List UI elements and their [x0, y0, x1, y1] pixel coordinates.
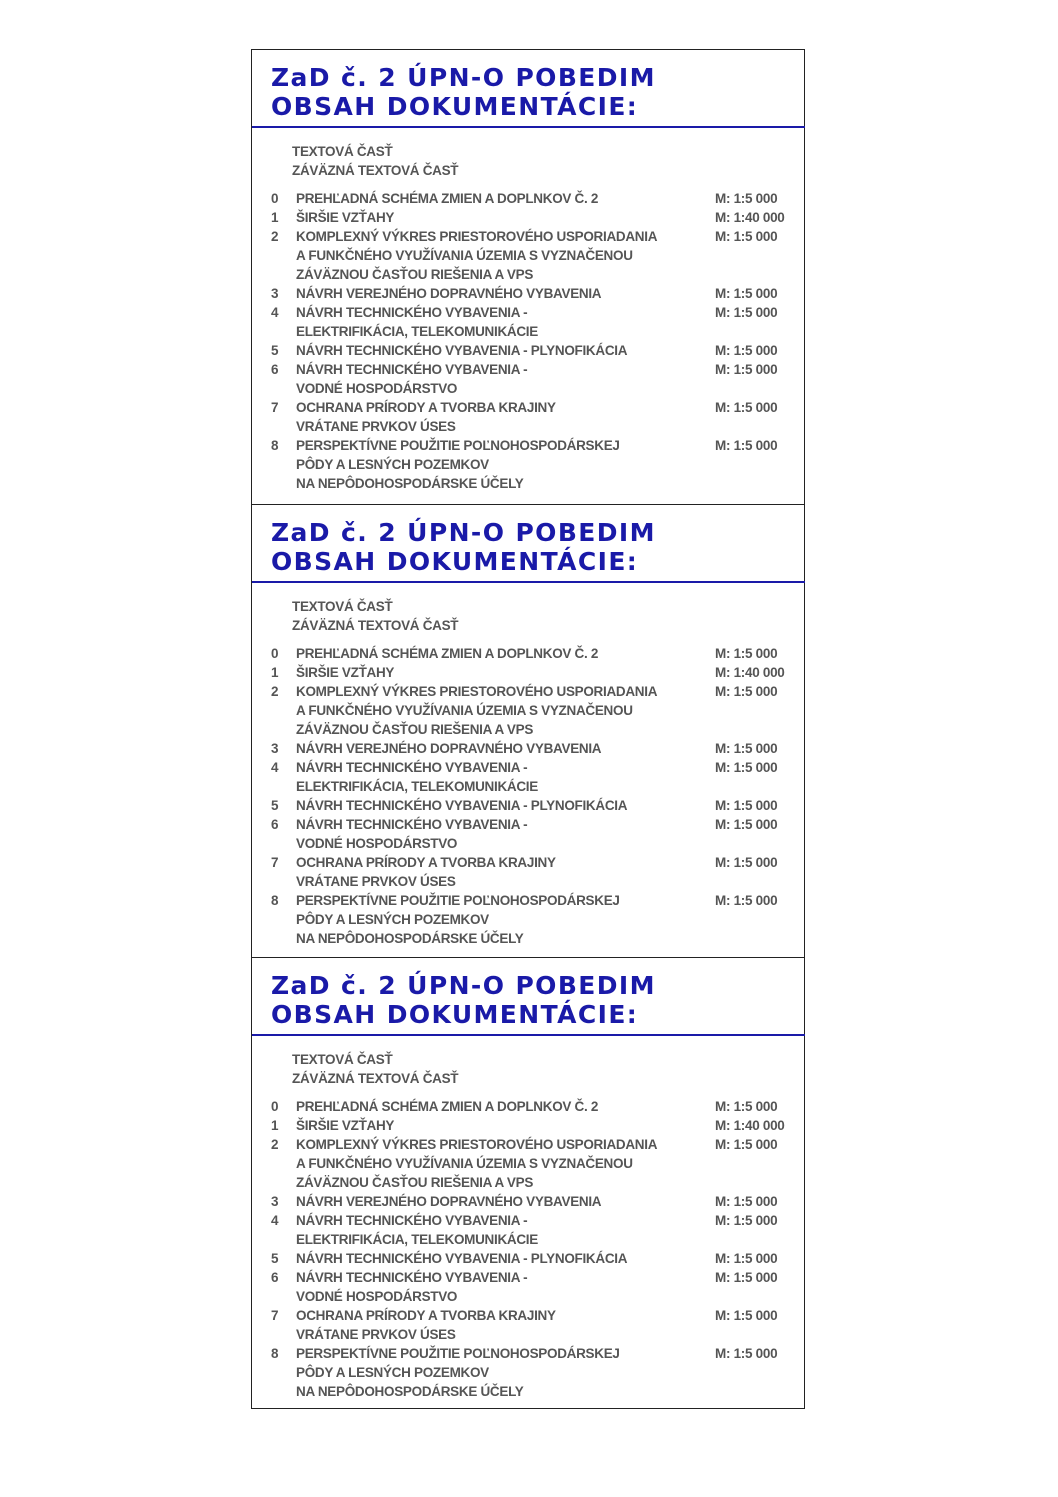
title-line-2: OBSAH DOKUMENTÁCIE: — [271, 547, 639, 576]
title-underline — [252, 126, 805, 128]
item-line: NÁVRH TECHNICKÉHO VYBAVENIA - — [296, 1270, 528, 1285]
item-line: OCHRANA PRÍRODY A TVORBA KRAJINY — [296, 1308, 556, 1323]
item-number: 5 — [271, 798, 279, 813]
item-line: ZÁVÄZNOU ČASŤOU RIEŠENIA A VPS — [296, 267, 534, 282]
item-scale: M: 1:5 000 — [715, 893, 778, 908]
content-block-3 — [252, 957, 804, 1410]
item-line: A FUNKČNÉHO VYUŽÍVANIA ÚZEMIA S VYZNAČENOU — [296, 248, 633, 263]
item-line: A FUNKČNÉHO VYUŽÍVANIA ÚZEMIA S VYZNAČENOU — [296, 1156, 633, 1171]
item-line: VODNÉ HOSPODÁRSTVO — [296, 381, 458, 396]
item-line: NÁVRH TECHNICKÉHO VYBAVENIA - — [296, 817, 528, 832]
item-line: NÁVRH VEREJNÉHO DOPRAVNÉHO VYBAVENIA — [296, 1194, 602, 1209]
item-description — [296, 341, 627, 360]
item-number: 5 — [271, 343, 279, 358]
item-number: 7 — [271, 1308, 279, 1323]
item-line: ŠIRŠIE VZŤAHY — [296, 665, 395, 680]
item-description — [296, 815, 527, 853]
item-line: PERSPEKTÍVNE POUŽITIE POĽNOHOSPODÁRSKEJ — [296, 1346, 620, 1361]
title-line-1: ZaD č. 2 ÚPN-O POBEDIM — [271, 518, 656, 547]
item-line: VRÁTANE PRVKOV ÚSES — [296, 874, 456, 889]
item-scale: M: 1:5 000 — [715, 305, 778, 320]
item-line: PREHĽADNÁ SCHÉMA ZMIEN A DOPLNKOV Č. 2 — [296, 191, 599, 206]
item-scale: M: 1:5 000 — [715, 1270, 778, 1285]
block-title — [271, 63, 656, 121]
item-scale: M: 1:5 000 — [715, 1194, 778, 1209]
item-number: 8 — [271, 893, 279, 908]
item-description — [296, 1097, 598, 1116]
item-description — [296, 1116, 394, 1135]
item-number: 3 — [271, 1194, 279, 1209]
item-line: PREHĽADNÁ SCHÉMA ZMIEN A DOPLNKOV Č. 2 — [296, 1099, 599, 1114]
item-scale: M: 1:5 000 — [715, 1137, 778, 1152]
item-scale: M: 1:5 000 — [715, 229, 778, 244]
item-description — [296, 208, 394, 227]
item-description — [296, 189, 598, 208]
item-line: ELEKTRIFIKÁCIA, TELEKOMUNIKÁCIE — [296, 1232, 538, 1247]
item-number: 1 — [271, 665, 279, 680]
item-number: 4 — [271, 760, 279, 775]
item-number: 5 — [271, 1251, 279, 1266]
item-description — [296, 682, 657, 739]
item-number: 6 — [271, 1270, 279, 1285]
item-description — [296, 1192, 601, 1211]
content-block-2 — [252, 504, 804, 957]
item-description — [296, 739, 601, 758]
binding-text-part-label: ZÁVÄZNÁ TEXTOVÁ ČASŤ — [292, 163, 459, 178]
item-line: VRÁTANE PRVKOV ÚSES — [296, 419, 456, 434]
item-line: A FUNKČNÉHO VYUŽÍVANIA ÚZEMIA S VYZNAČENOU — [296, 703, 633, 718]
item-scale: M: 1:40 000 — [715, 665, 785, 680]
item-scale: M: 1:5 000 — [715, 855, 778, 870]
item-scale: M: 1:5 000 — [715, 1346, 778, 1361]
item-line: NA NEPÔDOHOSPODÁRSKE ÚČELY — [296, 1384, 524, 1399]
item-scale: M: 1:5 000 — [715, 760, 778, 775]
item-line: NÁVRH VEREJNÉHO DOPRAVNÉHO VYBAVENIA — [296, 741, 602, 756]
item-scale: M: 1:5 000 — [715, 1213, 778, 1228]
item-line: PÔDY A LESNÝCH POZEMKOV — [296, 1365, 489, 1380]
item-line: KOMPLEXNÝ VÝKRES PRIESTOROVÉHO USPORIADANIA — [296, 229, 658, 244]
text-part-label: TEXTOVÁ ČASŤ — [292, 144, 393, 159]
item-description — [296, 891, 620, 948]
item-number: 8 — [271, 1346, 279, 1361]
item-line: ŠIRŠIE VZŤAHY — [296, 1118, 395, 1133]
item-line: VODNÉ HOSPODÁRSTVO — [296, 1289, 458, 1304]
item-line: ELEKTRIFIKÁCIA, TELEKOMUNIKÁCIE — [296, 779, 538, 794]
item-scale: M: 1:5 000 — [715, 646, 778, 661]
item-scale: M: 1:5 000 — [715, 191, 778, 206]
item-number: 7 — [271, 855, 279, 870]
item-scale: M: 1:5 000 — [715, 362, 778, 377]
item-line: ZÁVÄZNOU ČASŤOU RIEŠENIA A VPS — [296, 722, 534, 737]
item-scale: M: 1:40 000 — [715, 210, 785, 225]
item-line: NÁVRH TECHNICKÉHO VYBAVENIA - — [296, 1213, 528, 1228]
item-line: KOMPLEXNÝ VÝKRES PRIESTOROVÉHO USPORIADANIA — [296, 1137, 658, 1152]
item-line: PÔDY A LESNÝCH POZEMKOV — [296, 457, 489, 472]
item-scale: M: 1:5 000 — [715, 1099, 778, 1114]
title-line-2: OBSAH DOKUMENTÁCIE: — [271, 1000, 639, 1029]
item-description — [296, 303, 538, 341]
item-description — [296, 227, 657, 284]
item-description — [296, 663, 394, 682]
content-block-1 — [252, 50, 804, 503]
title-underline — [252, 1034, 805, 1036]
item-line: NÁVRH TECHNICKÉHO VYBAVENIA - PLYNOFIKÁCIA — [296, 343, 628, 358]
item-description — [296, 1306, 556, 1344]
block-title — [271, 971, 656, 1029]
item-line: NA NEPÔDOHOSPODÁRSKE ÚČELY — [296, 931, 524, 946]
item-scale: M: 1:5 000 — [715, 798, 778, 813]
item-number: 3 — [271, 286, 279, 301]
item-description — [296, 1344, 620, 1401]
item-number: 4 — [271, 1213, 279, 1228]
item-line: NÁVRH VEREJNÉHO DOPRAVNÉHO VYBAVENIA — [296, 286, 602, 301]
item-line: ŠIRŠIE VZŤAHY — [296, 210, 395, 225]
item-description — [296, 853, 556, 891]
item-scale: M: 1:5 000 — [715, 684, 778, 699]
item-scale: M: 1:5 000 — [715, 400, 778, 415]
item-description — [296, 796, 627, 815]
item-description — [296, 398, 556, 436]
item-description — [296, 644, 598, 663]
item-number: 2 — [271, 1137, 279, 1152]
item-scale: M: 1:5 000 — [715, 438, 778, 453]
title-underline — [252, 581, 805, 583]
item-line: VRÁTANE PRVKOV ÚSES — [296, 1327, 456, 1342]
item-number: 6 — [271, 817, 279, 832]
title-line-1: ZaD č. 2 ÚPN-O POBEDIM — [271, 971, 656, 1000]
item-scale: M: 1:5 000 — [715, 1251, 778, 1266]
text-part-label: TEXTOVÁ ČASŤ — [292, 1052, 393, 1067]
binding-text-part-label: ZÁVÄZNÁ TEXTOVÁ ČASŤ — [292, 618, 459, 633]
title-line-2: OBSAH DOKUMENTÁCIE: — [271, 92, 639, 121]
item-number: 1 — [271, 210, 279, 225]
item-line: ZÁVÄZNOU ČASŤOU RIEŠENIA A VPS — [296, 1175, 534, 1190]
item-line: NA NEPÔDOHOSPODÁRSKE ÚČELY — [296, 476, 524, 491]
item-number: 1 — [271, 1118, 279, 1133]
item-number: 0 — [271, 646, 279, 661]
item-number: 8 — [271, 438, 279, 453]
item-number: 0 — [271, 191, 279, 206]
item-description — [296, 758, 538, 796]
text-part-label: TEXTOVÁ ČASŤ — [292, 599, 393, 614]
item-line: VODNÉ HOSPODÁRSTVO — [296, 836, 458, 851]
item-description — [296, 1135, 657, 1192]
title-line-1: ZaD č. 2 ÚPN-O POBEDIM — [271, 63, 656, 92]
item-scale: M: 1:5 000 — [715, 817, 778, 832]
item-line: PERSPEKTÍVNE POUŽITIE POĽNOHOSPODÁRSKEJ — [296, 893, 620, 908]
item-line: NÁVRH TECHNICKÉHO VYBAVENIA - PLYNOFIKÁCIA — [296, 1251, 628, 1266]
item-line: KOMPLEXNÝ VÝKRES PRIESTOROVÉHO USPORIADANIA — [296, 684, 658, 699]
item-number: 0 — [271, 1099, 279, 1114]
item-scale: M: 1:5 000 — [715, 343, 778, 358]
item-line: OCHRANA PRÍRODY A TVORBA KRAJINY — [296, 400, 556, 415]
item-description — [296, 284, 601, 303]
item-line: NÁVRH TECHNICKÉHO VYBAVENIA - — [296, 305, 528, 320]
item-number: 7 — [271, 400, 279, 415]
block-title — [271, 518, 656, 576]
item-scale: M: 1:5 000 — [715, 286, 778, 301]
item-scale: M: 1:5 000 — [715, 1308, 778, 1323]
item-description — [296, 436, 620, 493]
item-line: NÁVRH TECHNICKÉHO VYBAVENIA - — [296, 362, 528, 377]
binding-text-part-label: ZÁVÄZNÁ TEXTOVÁ ČASŤ — [292, 1071, 459, 1086]
item-line: ELEKTRIFIKÁCIA, TELEKOMUNIKÁCIE — [296, 324, 538, 339]
item-number: 6 — [271, 362, 279, 377]
item-number: 4 — [271, 305, 279, 320]
item-description — [296, 1211, 538, 1249]
item-line: NÁVRH TECHNICKÉHO VYBAVENIA - PLYNOFIKÁCIA — [296, 798, 628, 813]
item-number: 3 — [271, 741, 279, 756]
item-scale: M: 1:40 000 — [715, 1118, 785, 1133]
item-scale: M: 1:5 000 — [715, 741, 778, 756]
document-sheet — [251, 49, 805, 1409]
item-description — [296, 1249, 627, 1268]
item-line: PREHĽADNÁ SCHÉMA ZMIEN A DOPLNKOV Č. 2 — [296, 646, 599, 661]
item-number: 2 — [271, 229, 279, 244]
item-number: 2 — [271, 684, 279, 699]
item-description — [296, 1268, 527, 1306]
item-line: PERSPEKTÍVNE POUŽITIE POĽNOHOSPODÁRSKEJ — [296, 438, 620, 453]
item-description — [296, 360, 527, 398]
item-line: OCHRANA PRÍRODY A TVORBA KRAJINY — [296, 855, 556, 870]
item-line: NÁVRH TECHNICKÉHO VYBAVENIA - — [296, 760, 528, 775]
item-line: PÔDY A LESNÝCH POZEMKOV — [296, 912, 489, 927]
